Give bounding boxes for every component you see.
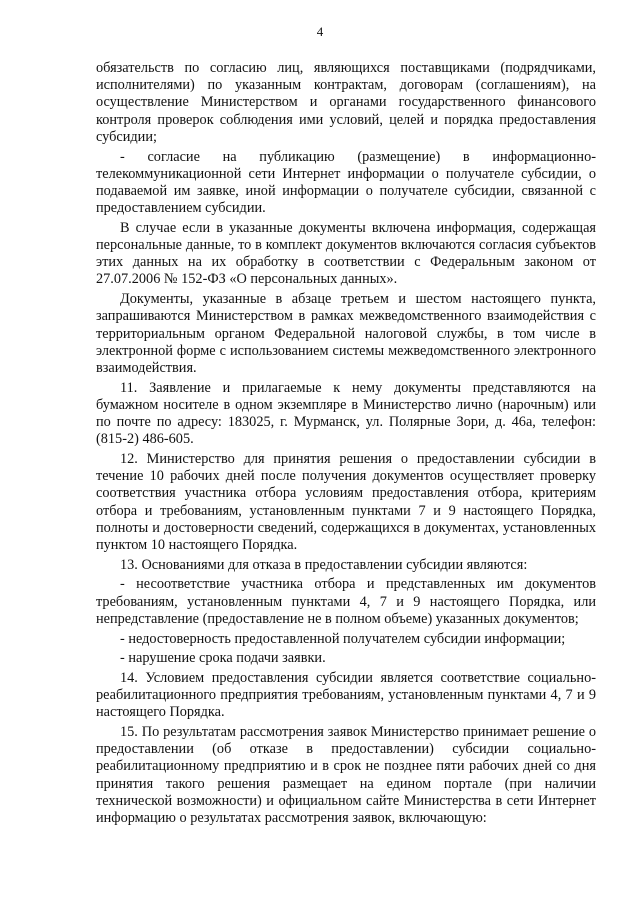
list-item: - недостоверность предоставленной получателем субсидии информации; bbox=[120, 630, 566, 647]
list-item: - несоответствие участника отбора и представленных им документов требованиям, установленным пунктами 4, 7 и 9 настоящего Порядка, или непредставление (предоставление не в полном объеме) указанных документов; bbox=[96, 576, 596, 627]
paragraph: обязательств по согласию лиц, являющихся поставщиками (подрядчиками, исполнителями) по указанным контрактам, договорам (соглашениям), на осуществление Министерством и органами государственного финансового контроля проверок соблюдения ими условий, целей и порядка предоставления субсидии; bbox=[96, 60, 596, 145]
list-item: - нарушение срока подачи заявки. bbox=[120, 650, 326, 667]
clause-15: 15. По результатам рассмотрения заявок Министерство принимает решение о предоставлении (об отказе в предоставлении) субсидии социально-реабилитационному предприятию и в срок не позднее пяти рабочих дней со дня принятия такого решения размещает на едином портале (при наличии технической возможности) и официальном сайте Министерства в сети Интернет информацию о результатах рассмотрения заявок, включающую: bbox=[96, 724, 596, 827]
paragraph: В случае если в указанные документы включена информация, содержащая персональные данные, то в комплект документов включаются согласия субъектов этих данных на их обработку в соответствии с Федеральным законом от 27.07.2006 № 152-ФЗ «О персональных данных». bbox=[96, 219, 596, 288]
clause-12: 12. Министерство для принятия решения о предоставлении субсидии в течение 10 рабочих дней после получения документов осуществляет проверку соответствия участника отбора условиям предоставления отбора, критериям отбора и требованиям, установленным пунктами 7 и 9 настоящего Порядка, полноты и достоверности сведений, содержащихся в документах, установленных пунктом 10 настоящего Порядка. bbox=[96, 450, 596, 553]
clause-14: 14. Условием предоставления субсидии является соответствие социально-реабилитационного предприятия требованиям, установленным пунктами 4, 7 и 9 настоящего Порядка. bbox=[96, 669, 596, 721]
document-body bbox=[96, 60, 596, 830]
clause-11: 11. Заявление и прилагаемые к нему документы представляются на бумажном носителе в одном экземпляре в Министерство лично (нарочным) или по почте по адресу: 183025, г. Мурманск, ул. Полярные Зори, д. 46а, телефон: (815-2) 486-605. bbox=[96, 379, 596, 448]
page-number: 4 bbox=[316, 24, 324, 39]
list-item: - согласие на публикацию (размещение) в информационно-телекоммуникационной сети Интернет информации о получателе субсидии, о подаваемой им заявке, иной информации о получателе субсидии, связанной с предоставлением субсидии. bbox=[96, 148, 596, 217]
clause-13: 13. Основаниями для отказа в предоставлении субсидии являются: bbox=[120, 556, 528, 573]
paragraph: Документы, указанные в абзаце третьем и шестом настоящего пункта, запрашиваются Министерством в рамках межведомственного взаимодействия с территориальным органом Федеральной налоговой службы, в том числе в электронной форме с использованием системы межведомственного электронного взаимодействия. bbox=[96, 291, 596, 376]
